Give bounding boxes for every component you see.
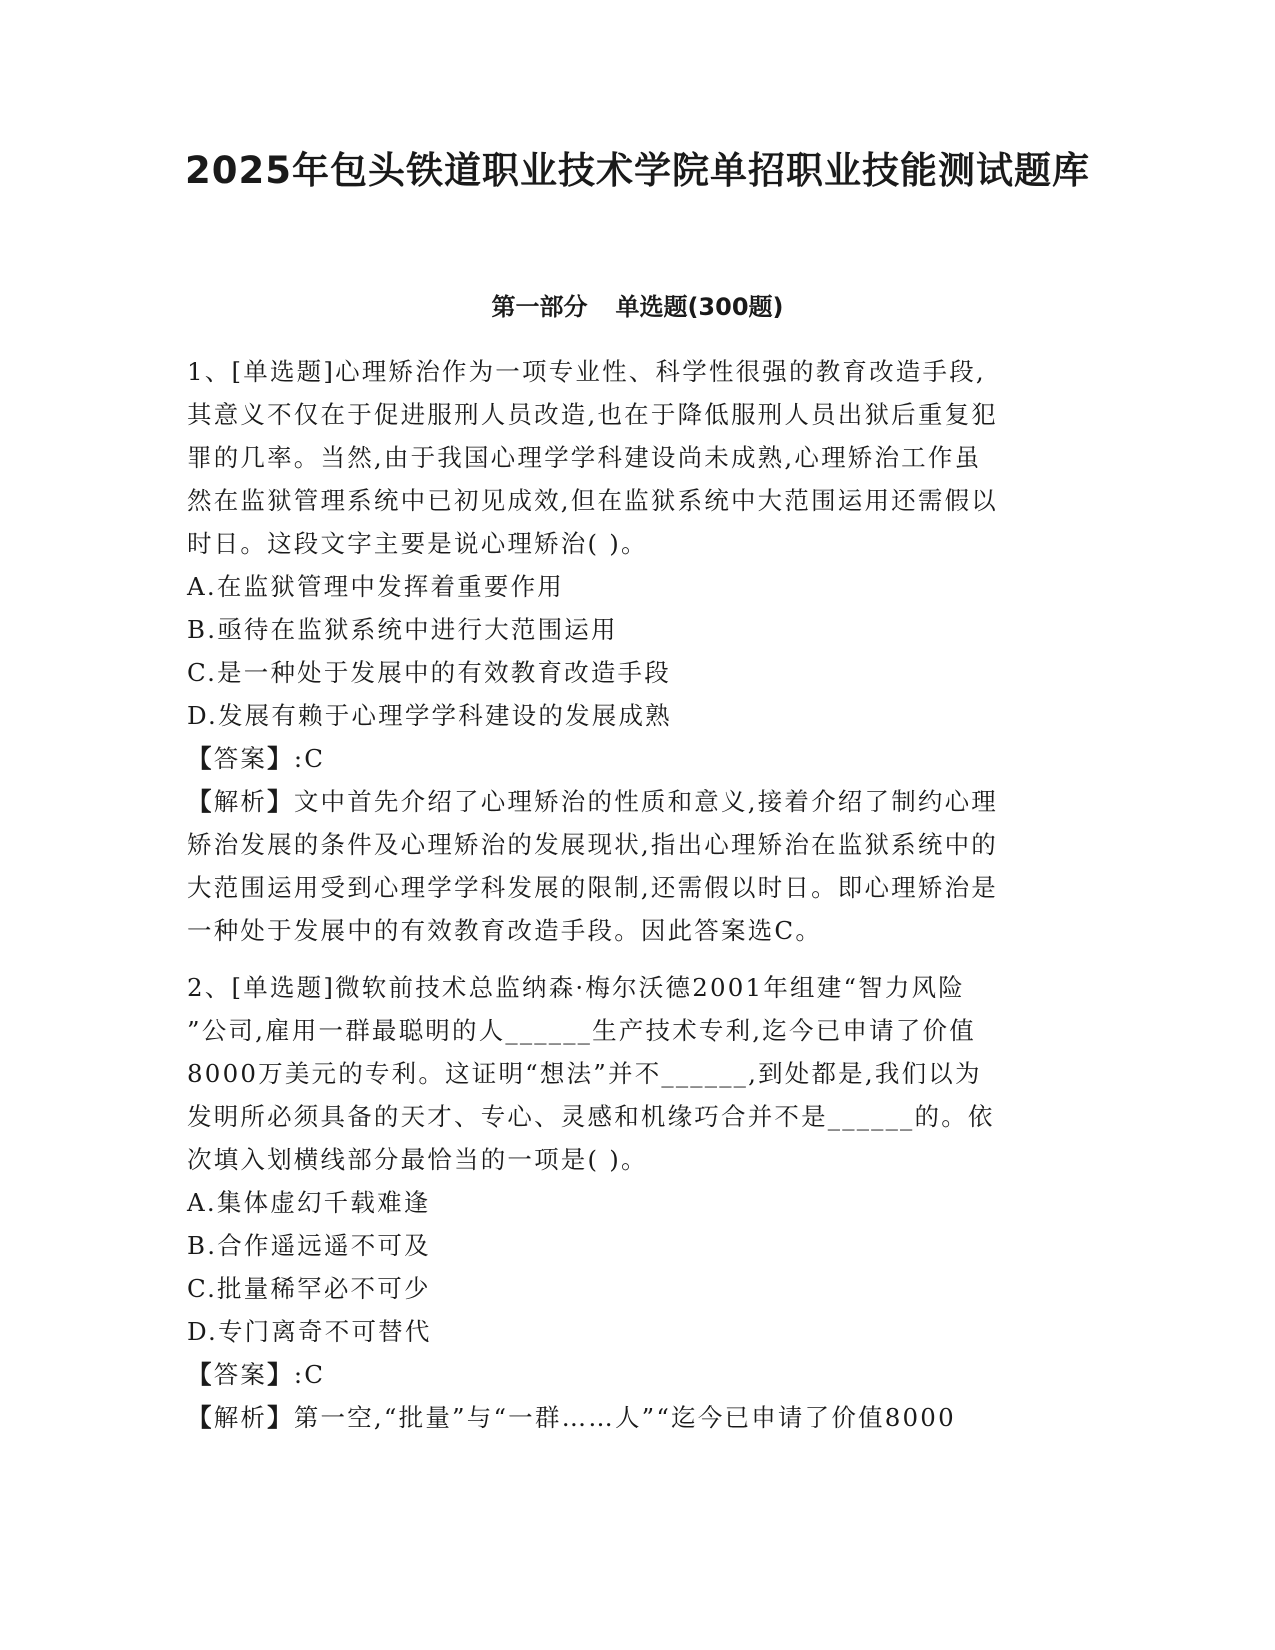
question-stem-line: 8000万美元的专利。这证明“想法”并不______,到处都是,我们以为 [187,1059,982,1088]
answer-line: 【答案】:C [187,744,326,773]
question-stem-line: 其意义不仅在于促进服刑人员改造,也在于降低服刑人员出狱后重复犯 [187,400,998,429]
answer-value: :C [293,1360,326,1389]
option-b: B.亟待在监狱系统中进行大范围运用 [187,615,618,644]
analysis-label: 解析 [213,787,268,816]
answer-line: 【答案】:C [187,1360,326,1389]
option-b: B.合作遥远遥不可及 [187,1231,431,1260]
question-stem-line: 1、[单选题]心理矫治作为一项专业性、科学性很强的教育改造手段, [187,357,986,386]
section-name: 单选题(300题) [615,293,784,321]
analysis-line: 【解析】文中首先介绍了心理矫治的性质和意义,接着介绍了制约心理 [187,787,998,816]
option-d: D.发展有赖于心理学学科建设的发展成熟 [187,701,672,730]
answer-label: 答案 [213,1360,268,1389]
option-c: C.是一种处于发展中的有效教育改造手段 [187,658,671,687]
question-2 [187,966,1087,1439]
question-stem-line: 然在监狱管理系统中已初见成效,但在监狱系统中大范围运用还需假以 [187,486,998,515]
option-d: D.专门离奇不可替代 [187,1317,432,1346]
analysis-text-line: 大范围运用受到心理学学科发展的限制,还需假以时日。即心理矫治是 [187,873,998,902]
option-a: A.在监狱管理中发挥着重要作用 [187,572,564,601]
question-stem-line: 发明所必须具备的天才、专心、灵感和机缘巧合并不是______的。依 [187,1102,995,1131]
question-stem-line: 次填入划横线部分最恰当的一项是( )。 [187,1145,648,1174]
answer-value: :C [293,744,326,773]
document-title: 2025年包头铁道职业技术学院单招职业技能测试题库 [185,149,1090,192]
question-stem-line: 时日。这段文字主要是说心理矫治( )。 [187,529,648,558]
analysis-label: 解析 [213,1403,268,1432]
analysis-text-line: 矫治发展的条件及心理矫治的发展现状,指出心理矫治在监狱系统中的 [187,830,998,859]
question-stem-line: 罪的几率。当然,由于我国心理学学科建设尚未成熟,心理矫治工作虽 [187,443,982,472]
question-list [187,350,1087,1453]
analysis-text: 第一空,“批量”与“一群……人”“迄今已申请了价值8000 [293,1403,956,1432]
question-stem-line: 2、[单选题]微软前技术总监纳森·梅尔沃德2001年组建“智力风险 [187,973,965,1002]
section-part: 第一部分 [491,293,588,321]
analysis-text-line: 一种处于发展中的有效教育改造手段。因此答案选C。 [187,916,823,945]
question-1 [187,350,1087,952]
option-c: C.批量稀罕必不可少 [187,1274,431,1303]
answer-label: 答案 [213,744,268,773]
section-heading [0,290,1275,324]
analysis-line: 【解析】第一空,“批量”与“一群……人”“迄今已申请了价值8000 [187,1403,956,1432]
analysis-text: 文中首先介绍了心理矫治的性质和意义,接着介绍了制约心理 [293,787,998,816]
question-stem-line: ”公司,雇用一群最聪明的人______生产技术专利,迄今已申请了价值 [187,1016,976,1045]
option-a: A.集体虚幻千载难逢 [187,1188,431,1217]
